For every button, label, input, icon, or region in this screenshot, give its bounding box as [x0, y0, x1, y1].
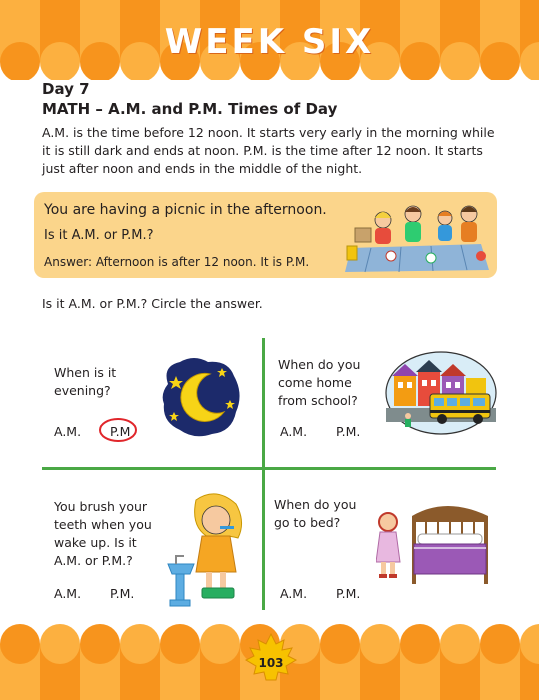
grid-divider-vertical [262, 338, 265, 610]
question-line: When do you [274, 497, 357, 512]
intro-line: A.M. is the time before 12 noon. It starts very early in the morning while [42, 125, 495, 140]
question-line: teeth when you [54, 517, 152, 532]
intro-paragraph [42, 124, 512, 178]
question-come-home [278, 356, 360, 410]
lesson-heading: MATH – A.M. and P.M. Times of Day [42, 100, 338, 118]
example-prompt: Is it A.M. or P.M.? [44, 228, 154, 243]
bed-icon [376, 504, 492, 590]
question-brush-teeth [54, 498, 152, 570]
question-line: go to bed? [274, 515, 341, 530]
pm-option[interactable]: P.M. [110, 586, 135, 601]
pm-option[interactable]: P.M. [336, 424, 361, 439]
intro-line: it is still dark and ends at noon. P.M. is the time after 12 noon. It starts [42, 143, 483, 158]
question-line: When do you [278, 357, 361, 372]
answer-circle-icon [98, 416, 138, 444]
question-line: You brush your [54, 499, 148, 514]
question-line: wake up. Is it [54, 535, 137, 550]
example-question: You are having a picnic in the afternoon. [44, 202, 327, 218]
instruction-text: Is it A.M. or P.M.? Circle the answer. [42, 296, 263, 311]
example-box [34, 192, 497, 278]
am-option[interactable]: A.M. [54, 424, 82, 439]
am-option[interactable]: A.M. [280, 424, 308, 439]
page-title: WEEK SIX [164, 22, 375, 62]
school-bus-icon [384, 350, 498, 436]
question-line: A.M. or P.M.? [54, 553, 133, 568]
girl-brushing-teeth-icon [166, 490, 250, 608]
pm-option[interactable]: P.M [110, 424, 131, 439]
picnic-family-icon [341, 198, 491, 274]
question-line: from school? [278, 393, 358, 408]
page-number: 103 [258, 656, 284, 670]
intro-line: just after noon and ends in the middle of the night. [42, 161, 363, 176]
day-label: Day 7 [42, 80, 90, 98]
question-line: When is it [54, 365, 117, 380]
am-option[interactable]: A.M. [54, 586, 82, 601]
am-option[interactable]: A.M. [280, 586, 308, 601]
grid-divider-horizontal [42, 467, 496, 470]
question-go-to-bed [274, 496, 356, 532]
question-line: come home [278, 375, 352, 390]
pm-option[interactable]: P.M. [336, 586, 361, 601]
moon-icon [158, 354, 244, 440]
example-answer: Answer: Afternoon is after 12 noon. It is P.M. [44, 255, 310, 269]
question-line: evening? [54, 383, 111, 398]
question-evening [54, 364, 116, 400]
